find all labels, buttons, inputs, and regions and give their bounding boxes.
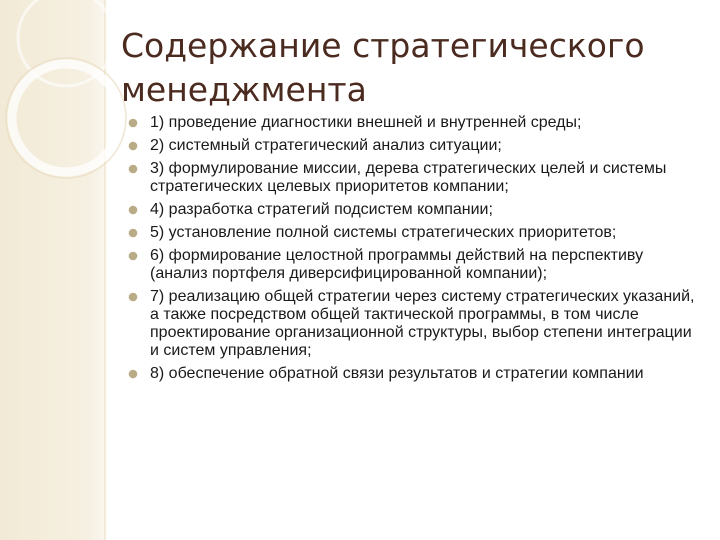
list-item-text: 1) проведение диагностики внешней и внутренней среды; bbox=[150, 114, 582, 131]
filled-circle-bullet-icon bbox=[128, 369, 138, 379]
list-item bbox=[128, 160, 698, 196]
small-ring-shadow bbox=[6, 58, 126, 178]
list-item-text: 5) установление полной системы стратегических приоритетов; bbox=[150, 224, 617, 241]
list-item bbox=[128, 247, 698, 283]
list-item bbox=[128, 288, 698, 360]
list-item-text: 4) разработка стратегий подсистем компании; bbox=[150, 201, 493, 218]
list-item bbox=[128, 365, 698, 383]
filled-circle-bullet-icon bbox=[128, 228, 138, 238]
list-item bbox=[128, 201, 698, 219]
small-ring bbox=[18, 0, 114, 86]
list-item-text: 6) формирование целостной программы действий на перспективу (анализ портфеля диверсифицированной компании); bbox=[150, 247, 644, 282]
large-ring bbox=[12, 64, 120, 172]
list-item-text: 2) системный стратегический анализ ситуации; bbox=[150, 137, 502, 154]
filled-circle-bullet-icon bbox=[128, 292, 138, 302]
filled-circle-bullet-icon bbox=[128, 164, 138, 174]
bullet-list bbox=[128, 114, 698, 388]
list-item bbox=[128, 114, 698, 132]
filled-circle-bullet-icon bbox=[128, 205, 138, 215]
slide-title: Содержание стратегического менеджмента bbox=[121, 26, 645, 109]
filled-circle-bullet-icon bbox=[128, 251, 138, 261]
list-item-text: 8) обеспечение обратной связи результатов и стратегии компании bbox=[150, 365, 644, 382]
list-item bbox=[128, 224, 698, 242]
filled-circle-bullet-icon bbox=[128, 118, 138, 128]
filled-circle-bullet-icon bbox=[128, 141, 138, 151]
list-item-text: 3) формулирование миссии, дерева стратегических целей и системы стратегических целевых приоритетов компании; bbox=[150, 160, 667, 195]
list-item bbox=[128, 137, 698, 155]
list-item-text: 7) реализацию общей стратегии через систему стратегических указаний, а также посредством общей тактической программы, в том числе проектирование организационной структуры, выбор степени интеграции и систем управления; bbox=[150, 288, 695, 359]
